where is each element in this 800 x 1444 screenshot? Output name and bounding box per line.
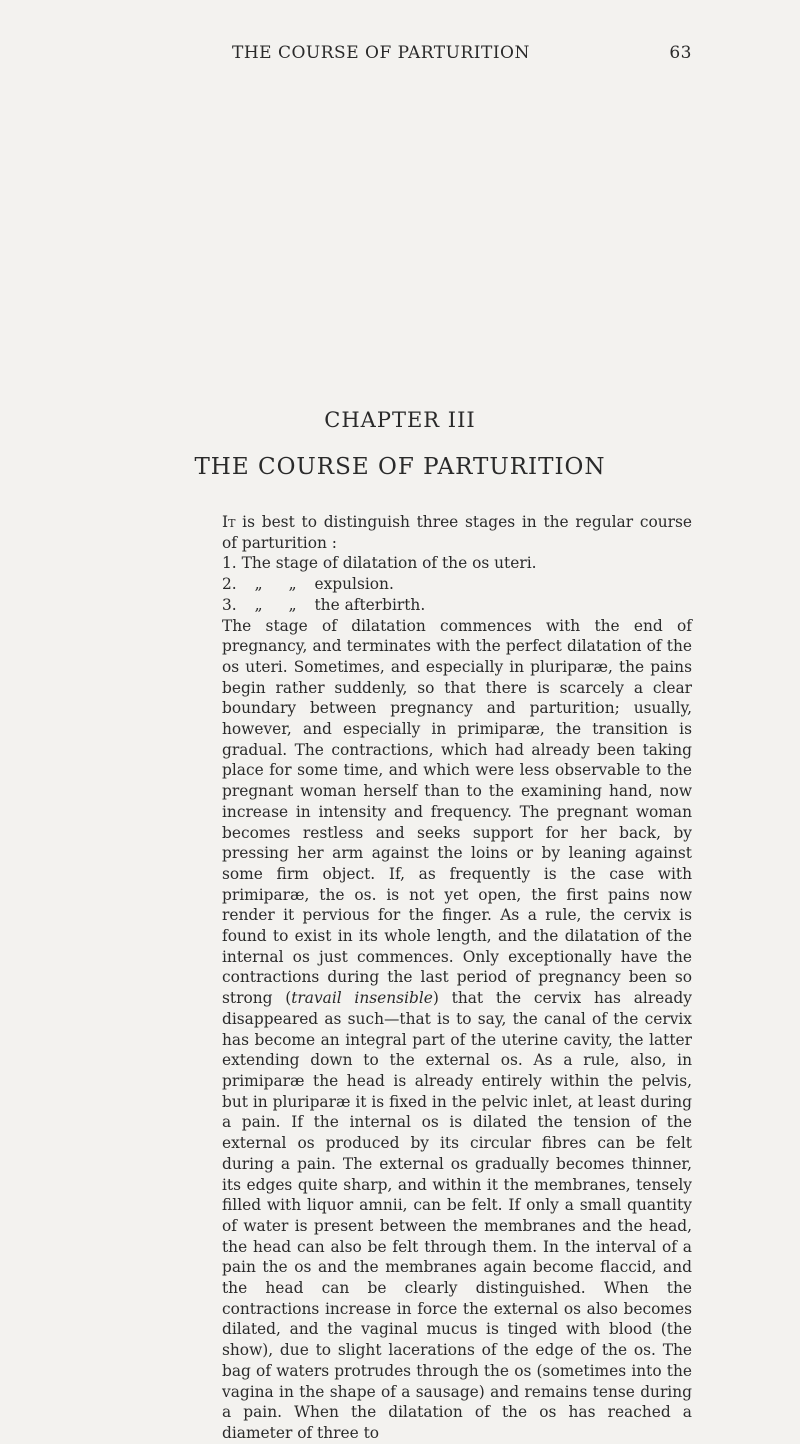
page-number: 63 — [669, 43, 692, 63]
italic-term: travail insensible — [291, 989, 433, 1008]
ditto-mark: „ — [254, 575, 263, 594]
intro-text: is best to distinguish three stages in the regular course of parturition : — [222, 513, 692, 552]
ditto-mark: „ — [254, 595, 263, 614]
ditto-mark: „ — [288, 575, 297, 594]
chapter-label: CHAPTER III — [324, 408, 476, 432]
chapter-title: THE COURSE OF PARTURITION — [194, 454, 606, 480]
stage-1: 1. The stage of dilatation of the os uteri. — [222, 554, 537, 573]
intro-lead-word: It — [222, 513, 236, 531]
running-title: THE COURSE OF PARTURITION — [232, 43, 530, 63]
ditto-mark: „ — [288, 595, 297, 614]
stage-2-text: expulsion. — [314, 575, 394, 594]
stage-2-number: 2. — [222, 575, 237, 594]
paragraph-text-2: ) that the cervix has already disappeared as such—that is to say, the canal of the cervix has become an integral part of the uterine cavity, the latter extending down to the external os. As a rule, also, in primiparæ the head is already entirely within the pelvis, but in pluriparæ it is fixed in the pelvic inlet, at least during a pain. If the internal os is dilated the tension of the external os produced by its circular fibres can be felt during a pain. The external os gradually becomes thinner, its edges quite sharp, and within it the membranes, tensely filled with liquor amnii, can be felt. If only a small quantity of water is present between the membranes and the head, the head can also be felt through them. In the interval of a pain the os and the membranes again become flaccid, and the head can be clearly distinguished. When the contractions increase in force the external os also becomes dilated, and the vaginal mucus is tinged with blood (the show), due to slight lacerations of the edge of the os. The bag of waters protrudes through the os (sometimes into the vagina in the shape of a sausage) and remains tense during a pain. When the dilatation of the os has reached a diameter of three to — [222, 989, 692, 1442]
stages-list — [222, 553, 692, 615]
stage-2 — [222, 574, 692, 595]
stage-3-text: the afterbirth. — [314, 595, 426, 614]
paragraph-text-1: The stage of dilatation commences with the end of pregnancy, and terminates with the perfect dilatation of the os uteri. Sometimes, and especially in pluriparæ, the pains begin rather suddenly, so that there is scarcely a clear boundary between pregnancy and parturition; usually, however, and especially in primiparæ, the transition is gradual. The contractions, which had already been taking place for some time, and which were less observable to the pregnant woman herself than to the examining hand, now increase in intensity and frequency. The pregnant woman becomes restless and seeks support for her back, by pressing her arm against the loins or by leaning against some firm object. If, as frequently is the case with primiparæ, the os. is not yet open, the first pains now render it pervious for the finger. As a rule, the cervix is found to exist in its whole length, and the dilatation of the internal os just commences. Only exceptionally have the contractions during the last period of pregnancy been so strong ( — [222, 616, 692, 1008]
dilatation-paragraph — [222, 616, 692, 1444]
chapter-body — [222, 512, 692, 1444]
stage-3-number: 3. — [222, 595, 237, 614]
intro-paragraph — [222, 512, 692, 553]
stage-3 — [222, 595, 692, 616]
